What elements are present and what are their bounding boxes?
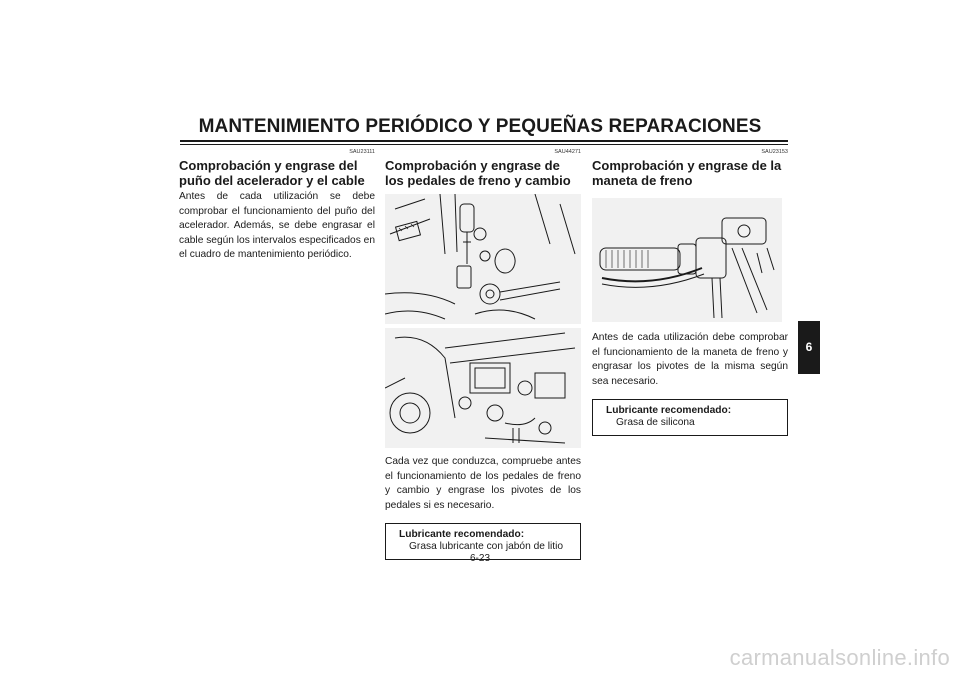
section-throttle (179, 148, 375, 263)
section-paragraph: Cada vez que conduzca, compruebe antes el funcionamiento de los pedales de freno y cambio y engrase los pivotes de los pedales si es necesario. (385, 456, 581, 511)
section-title: Comprobación y engrase de los pedales de freno y cambio (385, 158, 571, 188)
brake-lever-illustration (592, 198, 782, 322)
section-code: SAU23153 (761, 149, 788, 155)
chapter-tab: 6 (798, 321, 820, 374)
lubricant-value: Grasa lubricante con jabón de litio (409, 541, 564, 552)
header-rule-thin (180, 144, 788, 145)
watermark: carmanualsonline.info (729, 645, 950, 670)
lubricant-value: Grasa de silicona (616, 417, 695, 428)
section-title: Comprobación y engrase del puño del acelerador y el cable (179, 158, 365, 188)
section-code: SAU44271 (554, 149, 581, 155)
lubricant-box (592, 399, 788, 436)
page-title: MANTENIMIENTO PERIÓDICO Y PEQUEÑAS REPARACIONES (198, 116, 762, 137)
lubricant-label: Lubricante recomendado: (606, 405, 732, 416)
header-rule (180, 140, 788, 142)
section-pedals (385, 148, 581, 560)
section-brake-lever (592, 148, 788, 436)
section-paragraph: Antes de cada utilización se debe comprobar el funcionamiento del puño del acelerador. Además, se debe engrasar el cable según los intervalos especificados en el cuadro de mantenimiento periódico. (179, 191, 375, 260)
section-title: Comprobación y engrase de la maneta de freno (592, 158, 782, 188)
brake-pedal-illustration (385, 194, 581, 324)
lubricant-label: Lubricante recomendado: (399, 529, 525, 540)
section-code: SAU23111 (349, 149, 375, 155)
shift-pedal-illustration (385, 328, 581, 448)
section-paragraph: Antes de cada utilización debe comprobar el funcionamiento de la maneta de freno y engrasar los pivotes de la misma según sea necesario. (592, 332, 788, 387)
page-number: 6-23 (469, 553, 490, 564)
